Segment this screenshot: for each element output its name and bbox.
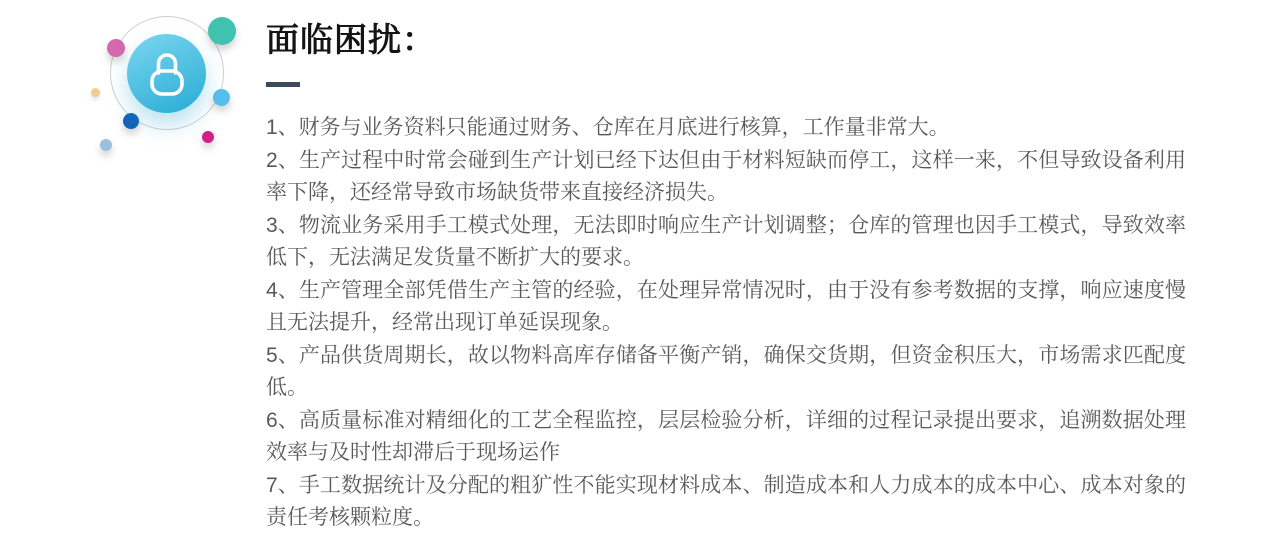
title-underline — [266, 82, 300, 87]
pink-dot — [107, 39, 125, 57]
steel-dot — [100, 139, 112, 151]
navy-dot — [123, 113, 139, 129]
issue-item-1: 1、财务与业务资料只能通过财务、仓库在月底进行核算，工作量非常大。 — [266, 116, 950, 139]
issues-list — [266, 112, 1186, 535]
teal-dot — [208, 17, 236, 45]
magenta-dot — [202, 131, 214, 143]
cream-dot — [91, 88, 100, 97]
lock-icon — [150, 52, 184, 96]
issue-item-7: 7、手工数据统计及分配的粗犷性不能实现材料成本、制造成本和人力成本的成本中心、成本对象的责任考核颗粒度。 — [266, 473, 1186, 529]
issue-item-5: 5、产品供货周期长，故以物料高库存储备平衡产销，确保交货期，但资金积压大，市场需求匹配度低。 — [266, 343, 1186, 399]
issue-item-3: 3、物流业务采用手工模式处理，无法即时响应生产计划调整；仓库的管理也因手工模式，导致效率低下，无法满足发货量不断扩大的要求。 — [266, 213, 1186, 269]
issue-item-4: 4、生产管理全部凭借生产主管的经验，在处理异常情况时，由于没有参考数据的支撑，响应速度慢且无法提升，经常出现订单延误现象。 — [266, 278, 1186, 334]
issue-item-6: 6、高质量标准对精细化的工艺全程监控，层层检验分析，详细的过程记录提出要求，追溯数据处理效率与及时性却滞后于现场运作 — [266, 408, 1186, 464]
content-area — [266, 20, 1186, 535]
page-title: 面临困扰： — [266, 21, 436, 58]
badge-circle — [127, 34, 206, 113]
lock-badge — [0, 0, 260, 170]
sky-dot — [213, 89, 230, 106]
issue-item-2: 2、生产过程中时常会碰到生产计划已经下达但由于材料短缺而停工，这样一来，不但导致设备利用率下降，还经常导致市场缺货带来直接经济损失。 — [266, 148, 1186, 204]
